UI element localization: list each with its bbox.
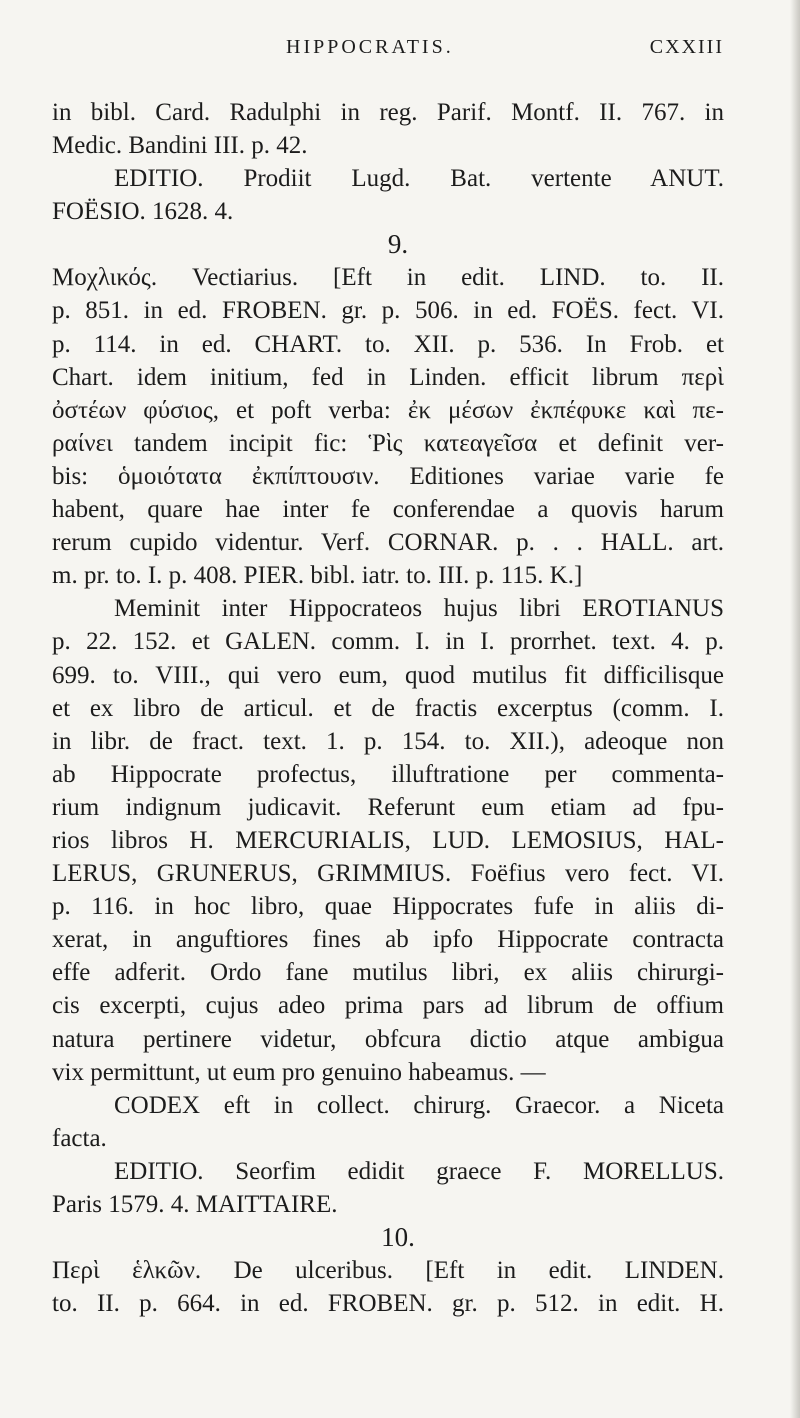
body-text xyxy=(52,96,724,1320)
text-line: p. 851. in ed. FROBEN. gr. p. 506. in ed. FOËS. fect. VI. xyxy=(52,297,724,325)
text-line: cis excerpti, cujus adeo prima pars ad librum de offium xyxy=(52,992,724,1020)
section-number: 10. xyxy=(381,1222,415,1253)
text-line: to. II. p. 664. in ed. FROBEN. gr. p. 512. in edit. H. xyxy=(52,1290,724,1318)
text-line: ραίνει tandem incipit fic: Ῥὶς κατεαγεῖσα et definit ver- xyxy=(52,429,724,457)
page-edge-shadow xyxy=(790,0,800,1418)
text-line: rium indignum judicavit. Referunt eum etiam ad fpu- xyxy=(52,793,724,821)
page-number: CXXIII xyxy=(649,36,724,58)
text-line: LERUS, GRUNERUS, GRIMMIUS. Foëfius vero fect. VI. xyxy=(52,860,724,888)
text-line: in libr. de fract. text. 1. p. 154. to. XII.), adeoque non xyxy=(52,727,724,755)
text-line: Medic. Bandini III. p. 42. xyxy=(52,132,308,160)
text-line: vix permittunt, ut eum pro genuino habeamus. — xyxy=(52,1058,546,1086)
text-line: CODEX eft in collect. chirurg. Graecor. a Niceta xyxy=(114,1091,724,1119)
text-line: effe adferit. Ordo fane mutilus libri, ex aliis chirurgi- xyxy=(52,959,724,987)
text-line: p. 114. in ed. CHART. to. XII. p. 536. In Frob. et xyxy=(52,330,724,358)
text-line: natura pertinere videtur, obfcura dictio atque ambigua xyxy=(52,1025,724,1053)
text-line: in bibl. Card. Radulphi in reg. Parif. Montf. II. 767. in xyxy=(52,99,724,126)
text-line: Μοχλικός. Vectiarius. [Eft in edit. LIND. to. II. xyxy=(52,264,724,292)
text-line: et ex libro de articul. et de fractis excerptus (comm. I. xyxy=(52,694,724,722)
running-head-title: HIPPOCRATIS. xyxy=(286,36,454,58)
text-line: facta. xyxy=(52,1124,107,1152)
text-line: ab Hippocrate profectus, illuftratione per commenta- xyxy=(52,760,724,788)
text-line: Περὶ ἑλκῶν. De ulceribus. [Eft in edit. LINDEN. xyxy=(52,1257,724,1285)
text-line: p. 22. 152. et GALEN. comm. I. in I. prorrhet. text. 4. p. xyxy=(52,628,724,656)
text-line: EDITIO. Prodiit Lugd. Bat. vertente ANUT. xyxy=(114,165,724,193)
text-line: habent, quare hae inter fe conferendae a quovis harum xyxy=(52,496,724,524)
text-line: Meminit inter Hippocrateos hujus libri EROTIANUS xyxy=(114,595,724,623)
text-line: bis: ὁμοιότατα ἐκπίπτουσιν. Editiones variae varie fe xyxy=(52,462,724,490)
text-line: xerat, in anguftiores fines ab ipfo Hippocrate contracta xyxy=(52,926,724,954)
running-head xyxy=(0,36,800,66)
section-number: 9. xyxy=(387,229,409,260)
text-line: 699. to. VIII., qui vero eum, quod mutilus fit difficilisque xyxy=(52,661,724,689)
text-line: m. pr. to. I. p. 408. PIER. bibl. iatr. to. III. p. 115. K.] xyxy=(52,562,583,590)
text-line: Chart. idem initium, fed in Linden. efficit librum περὶ xyxy=(52,363,724,391)
text-line: ὀστέων φύσιος, et poft verba: ἐκ μέσων ἐκπέφυκε καὶ πε- xyxy=(52,396,724,424)
text-line: Paris 1579. 4. MAITTAIRE. xyxy=(52,1191,338,1218)
text-line: FOËSIO. 1628. 4. xyxy=(52,198,234,226)
text-line: EDITIO. Seorfim edidit graece F. MORELLUS. xyxy=(114,1157,724,1185)
text-line: rerum cupido videntur. Verf. CORNAR. p. . . HALL. art. xyxy=(52,529,724,557)
text-line: rios libros H. MERCURIALIS, LUD. LEMOSIUS, HAL- xyxy=(52,826,724,854)
text-line: p. 116. in hoc libro, quae Hippocrates fufe in aliis di- xyxy=(52,893,724,921)
